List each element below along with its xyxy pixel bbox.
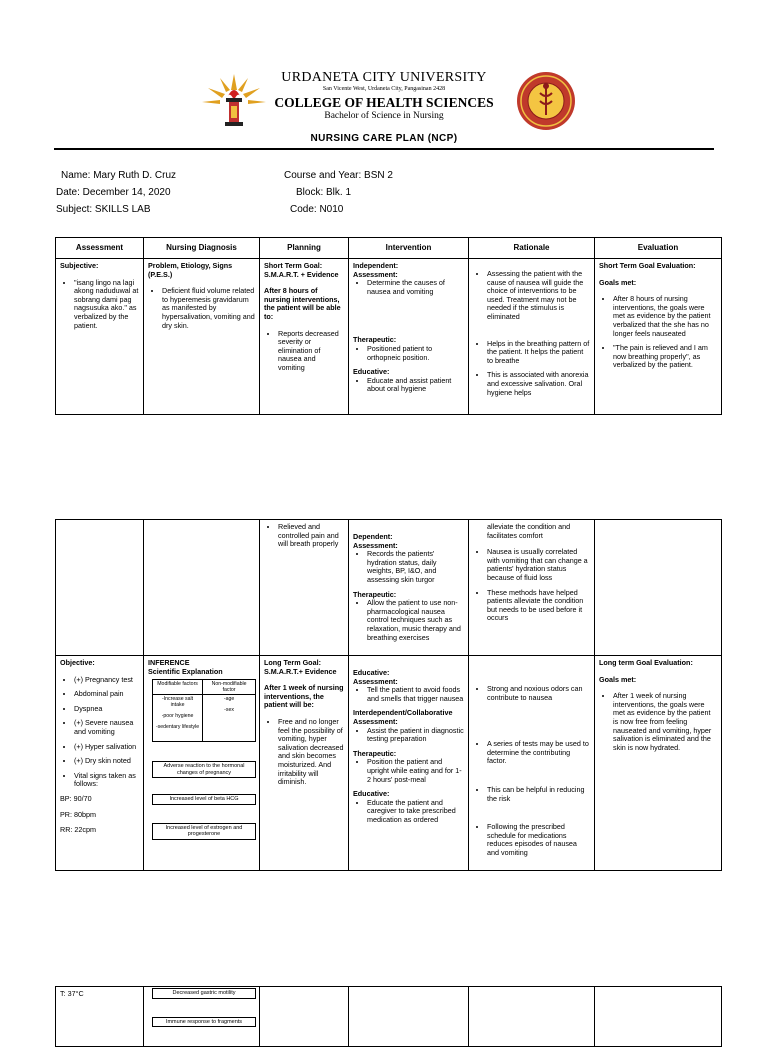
goals-met-label: Goals met:: [599, 674, 637, 684]
pathophysiology-box: Adverse reaction to the hormonal changes of pregnancy: [152, 761, 256, 778]
course-year: Course and Year: BSN 2: [284, 170, 393, 181]
collaborative-heading: Interdependent/Collaborative: [353, 708, 453, 718]
rationale-cell: [469, 259, 595, 415]
dependent-heading: Dependent:: [353, 532, 393, 541]
table-row: [56, 259, 722, 415]
intervention-item: • Position the patient and upright while eating and for 1-2 hours' post-meal: [367, 758, 464, 784]
column-headers: [56, 238, 722, 259]
scientific-explanation-heading: Scientific Explanation: [148, 666, 223, 676]
rationale-cell: [469, 520, 595, 656]
intervention-item: • Positioned patient to orthopneic position.: [367, 345, 464, 362]
inference-cell: [144, 656, 260, 871]
intervention-cell: [349, 520, 469, 656]
assessment-subheading: Assessment:: [353, 676, 398, 686]
rationale-item: • This can be helpful in reducing the risk: [487, 786, 590, 803]
intervention-item: • Educate and assist patient about oral hygiene: [367, 377, 464, 394]
header-nursing-diagnosis: Nursing Diagnosis: [144, 238, 260, 259]
short-term-goal-heading: Short Term Goal: S.M.A.R.T. + Evidence: [264, 261, 339, 279]
student-name: Name: Mary Ruth D. Cruz: [61, 170, 177, 181]
rationale-item: • Nausea is usually correlated with vomiting that can change a patients' hydration status because of fluid loss: [487, 548, 590, 582]
rationale-item: • Assessing the patient with the cause of nausea will guide the choice of interventions to be used. Treatment may not be needed if the stimulus is eliminated: [487, 270, 590, 322]
rationale-cell: [469, 987, 595, 1047]
code: Code: N010: [290, 204, 344, 215]
intervention-item: • Records the patients' hydration status, daily weights, BP, I&O, and assessing skin turgor: [367, 550, 464, 584]
rationale-item: • Helps in the breathing pattern of the patient. It helps the patient to breathe: [487, 340, 590, 366]
university-name: URDANETA CITY UNIVERSITY: [281, 70, 487, 85]
goal-item: • Reports decreased severity or elimination of nausea and vomiting: [278, 330, 344, 373]
header-assessment: Assessment: [56, 238, 144, 259]
long-term-goal-heading: Long Term Goal: S.M.A.R.T.+ Evidence: [264, 658, 337, 676]
assessment-subheading: Assessment:: [353, 269, 398, 279]
ncp-table-3: [55, 986, 722, 1047]
assessment-subheading: Assessment:: [353, 716, 398, 726]
diagnosis-statement: • Deficient fluid volume related to hyperemesis gravidarum as manifested by hypersalivation, vomiting and dry skin.: [162, 287, 255, 330]
intervention-cell: [349, 259, 469, 415]
long-term-evaluation-heading: Long term Goal Evaluation:: [599, 658, 693, 667]
inference-heading: INFERENCE: [148, 658, 190, 667]
table-row: [56, 520, 722, 656]
evaluation-cell: [595, 259, 722, 415]
therapeutic-subheading: Therapeutic:: [353, 335, 397, 345]
program-name: Bachelor of Science in Nursing: [324, 111, 444, 121]
document-title: NURSING CARE PLAN (NCP): [310, 133, 458, 144]
intervention-item: • Allow the patient to use non-pharmacological nausea control techniques such as relaxation, music therapy and breathing exercises: [367, 599, 464, 642]
assessment-cell: [56, 259, 144, 415]
rationale-continued: alleviate the condition and facilitates comfort: [487, 522, 571, 540]
short-term-goal-statement: After 8 hours of nursing interventions, the patient will be able to:: [264, 286, 341, 321]
vital-temperature: T: 37°C: [60, 989, 84, 998]
independent-heading: Independent:: [353, 261, 399, 270]
pathophysiology-box: Immune response to fragments: [152, 1017, 256, 1028]
long-term-planning-cell: [260, 656, 349, 871]
objective-heading: Objective:: [60, 658, 95, 667]
rationale-item: • Strong and noxious odors can contribute to nausea: [487, 685, 590, 702]
educative-subheading: Educative:: [353, 367, 390, 377]
rationale-item: • Following the prescribed schedule for medications reduces episodes of nausea and vomiting: [487, 823, 590, 857]
assessment-cell: [56, 987, 144, 1047]
table-row: [56, 656, 722, 871]
objective-cue: • (+) Pregnancy test: [74, 676, 139, 685]
assessment-cell: [56, 520, 144, 656]
objective-cue: • (+) Severe nausea and vomiting: [74, 719, 139, 736]
header-intervention: Intervention: [349, 238, 469, 259]
block: Block: Blk. 1: [296, 187, 352, 198]
evaluation-cell: [595, 520, 722, 656]
university-address: San Vicente West, Urdaneta City, Pangasinan 2428: [322, 86, 446, 92]
goal-item: • Relieved and controlled pain and will breath properly: [278, 523, 344, 549]
pathophysiology-box: Increased level of estrogen and progesterone: [152, 823, 256, 840]
planning-cell: [260, 259, 349, 415]
objective-cue: • (+) Hyper salivation: [74, 743, 139, 752]
modifiable-factor: -Increase salt intake: [161, 696, 194, 709]
nonmodifiable-factor: -age: [223, 696, 235, 703]
short-term-evaluation-heading: Short Term Goal Evaluation:: [599, 261, 696, 270]
intervention-item: • Determine the causes of nausea and vomiting: [367, 279, 464, 296]
planning-cell: [260, 520, 349, 656]
intervention-item: • Educate the patient and caregiver to take prescribed medication as ordered: [367, 799, 464, 825]
planning-cell: [260, 987, 349, 1047]
intervention-cell: [349, 987, 469, 1047]
evaluation-item: • After 1 week of nursing interventions, the goals were met as evidence by the patient is now free from feeling nauseated and vomiting, hyper salivation is eliminated and the skin is now hydrated.: [613, 692, 717, 752]
objective-cue: • Abdominal pain: [74, 690, 139, 699]
subject: Subject: SKILLS LAB: [56, 204, 151, 215]
evaluation-item: • "The pain is relieved and I am now breathing properly", as verbalized by the patient.: [613, 344, 717, 370]
college-name: COLLEGE OF HEALTH SCIENCES: [274, 95, 494, 110]
diagnosis-cell: [144, 259, 260, 415]
evaluation-cell: [595, 656, 722, 871]
pathophysiology-box: Decreased gastric motility: [152, 988, 256, 999]
nonmodifiable-factor: -sex: [224, 707, 234, 714]
modifiable-factor: -sedentary lifestyle: [155, 724, 200, 731]
long-term-goal-statement: After 1 week of nursing interventions, the patient will be:: [264, 683, 344, 710]
goal-item: • Free and no longer feel the possibility of vomiting, hyper salivation decreased and skin becomes moisturized. And irritability will diminish.: [278, 718, 344, 787]
objective-cue: • Dyspnea: [74, 705, 139, 714]
diagnosis-cell: [144, 520, 260, 656]
rationale-item: • This is associated with anorexia and excessive salivation. Oral hygiene helps: [487, 371, 590, 397]
header-evaluation: Evaluation: [595, 238, 722, 259]
modifiable-factor: -poor hygiene: [161, 713, 194, 720]
subjective-heading: Subjective:: [60, 261, 99, 270]
pes-heading: Problem, Etiology, Signs (P.E.S.): [148, 261, 233, 279]
date: Date: December 14, 2020: [56, 187, 171, 198]
header-rule: [54, 148, 714, 150]
inference-cell: [144, 987, 260, 1047]
intervention-cell: [349, 656, 469, 871]
rationale-cell: [469, 656, 595, 871]
table-row: [56, 987, 722, 1047]
evaluation-item: • After 8 hours of nursing interventions, the goals were met as evidence by the patient verbalized that the she has no longer feels nauseated: [613, 295, 717, 338]
objective-cue: • Vital signs taken as follows:: [74, 772, 139, 789]
vital-rr: RR: 22cpm: [60, 825, 96, 835]
objective-cell: [56, 656, 144, 871]
ncp-table-2: [55, 519, 722, 871]
header-planning: Planning: [260, 238, 349, 259]
rationale-item: • A series of tests may be used to determine the contributing factor.: [487, 740, 590, 766]
educative-subheading: Educative:: [353, 668, 390, 677]
nonmodifiable-header: Non-modifiable factor: [203, 680, 256, 695]
subjective-cue: • "isang lingo na lagi akong naduduwal at sobrang dami pag nagsusuka ako." as verbalized by the patient.: [74, 279, 139, 331]
modifiable-header: Modifiable factors: [153, 680, 203, 695]
ncp-table-1: [55, 237, 722, 415]
therapeutic-subheading: Therapeutic:: [353, 589, 397, 599]
therapeutic-subheading: Therapeutic:: [353, 748, 397, 758]
intervention-item: • Assist the patient in diagnostic testing preparation: [367, 727, 464, 744]
pathophysiology-box: Increased level of beta HCG: [152, 794, 256, 805]
goals-met-label: Goals met:: [599, 277, 637, 287]
educative-subheading: Educative:: [353, 789, 390, 799]
vital-bp: BP: 90/70: [60, 793, 92, 803]
rationale-item: • These methods have helped patients alleviate the condition but needs to be used before it occurs: [487, 589, 590, 623]
objective-cue: • (+) Dry skin noted: [74, 757, 139, 766]
assessment-subheading: Assessment:: [353, 540, 398, 550]
intervention-item: • Tell the patient to avoid foods and smells that trigger nausea: [367, 686, 464, 703]
evaluation-cell: [595, 987, 722, 1047]
vital-pr: PR: 80bpm: [60, 809, 96, 819]
risk-factors-table: [152, 679, 256, 742]
header-rationale: Rationale: [469, 238, 595, 259]
